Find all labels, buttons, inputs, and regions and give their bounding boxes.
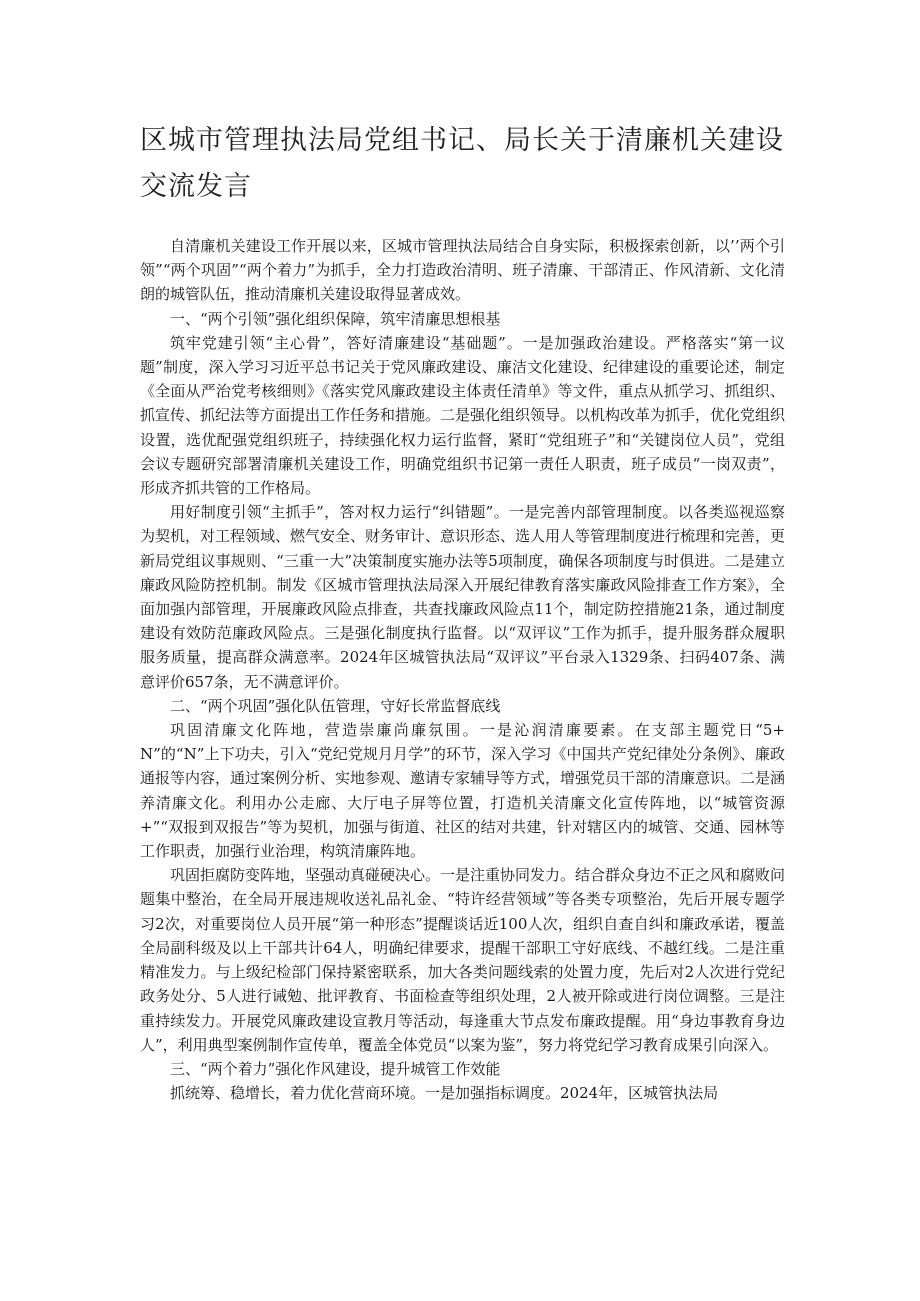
section-heading-1: 一、“两个引领”强化组织保障，筑牢清廉思想根基 <box>170 309 501 328</box>
intro-paragraph: 自清廉机关建设工作开展以来，区城市管理执法局结合自身实际，积极探索创新，以’’两个引领”“两个巩固”“两个着力”为抓手，全力打造政治清明、班子清廉、干部清正、作风清新、文化清朗的城管队伍，推动清廉机关建设取得显著成效。 <box>140 237 785 304</box>
paragraph-1-2: 用好制度引领“主抓手”，答对权力运行“纠错题”。一是完善内部管理制度。以各类巡视巡察为契机，对工程领域、燃气安全、财务审计、意识形态、选人用人等管理制度进行梳理和完善，更新局党组议事规则、“三重一大”决策制度实施办法等5项制度，确保各项制度与时俱进。二是建立廉政风险防控机制。制发《区城市管理执法局深入开展纪律教育落实廉政风险排查工作方案》，全面加强内部管理，开展廉政风险点排查，共查找廉政风险点11个，制定防控措施21条，通过制度建设有效防范廉政风险点。三是强化制度执行监督。以“双评议”工作为抓手，提升服务群众履职服务质量，提高群众满意率。2024年区城管执法局“双评议”平台录入1329条、扫码407条、满意评价657条，无不满意评价。 <box>140 503 786 691</box>
document-title: 区城市管理执法局党组书记、局长关于清廉机关建设交流发言 <box>140 125 784 202</box>
paragraph-1-1: 筑牢党建引领“主心骨”，答好清廉建设“基础题”。一是加强政治建设。严格落实“第一议题”制度，深入学习习近平总书记关于党风廉政建设、廉洁文化建设、纪律建设的重要论述，制定《全面从严治党考核细则》《落实党风廉政建设主体责任清单》等文件，重点从抓学习、抓组织、抓宣传、抓纪法等方面提出工作任务和措施。二是强化组织领导。以机构改革为抓手，优化党组织设置，选优配强党组织班子，持续强化权力运行监督，紧盯“党组班子”和“关键岗位人员”，党组会议专题研究部署清廉机关建设工作，明确党组织书记第一责任人职责，班子成员“一岗双责”，形成齐抓共管的工作格局。 <box>140 333 786 498</box>
paragraph-3-1: 抓统筹、稳增长，着力优化营商环境。一是加强指标调度。2024年，区城管执法局 <box>170 1084 719 1103</box>
section-heading-3: 三、“两个着力”强化作风建设，提升城管工作效能 <box>170 1059 501 1078</box>
section-heading-2: 二、“两个巩固”强化队伍管理，守好长常监督底线 <box>170 696 501 715</box>
document-body <box>140 234 785 1105</box>
document-page <box>140 118 785 1105</box>
paragraph-2-2: 巩固拒腐防变阵地，坚强动真碰硬决心。一是注重协同发力。结合群众身边不正之风和腐败问题集中整治，在全局开展违规收送礼品礼金、“特许经营领域”等各类专项整治，先后开展专题学习2次，对重要岗位人员开展“第一种形态”提醒谈话近100人次，组织自查自纠和廉政承诺，覆盖全局副科级及以上干部共计64人，明确纪律要求，提醒干部职工守好底线、不越红线。二是注重精准发力。与上级纪检部门保持紧密联系，加大各类问题线索的处置力度，先后对2人次进行党纪政务处分、5人进行诫勉、批评教育、书面检查等组织处理，2人被开除或进行岗位调整。三是注重持续发力。开展党风廉政建设宣教月等活动，每逢重大节点发布廉政提醒。用“身边事教育身边人”，利用典型案例制作宣传单，覆盖全体党员“以案为鉴”，努力将党纪学习教育成果引向深入。 <box>140 866 786 1054</box>
paragraph-2-1: 巩固清廉文化阵地，营造崇廉尚廉氛围。一是沁润清廉要素。在支部主题党日“5+N”的“N”上下功夫，引入“党纪党规月月学”的环节，深入学习《中国共产党纪律处分条例》、廉政通报等内容，通过案例分析、实地参观、邀请专家辅导等方式，增强党员干部的清廉意识。二是涵养清廉文化。利用办公走廊、大厅电子屏等位置，打造机关清廉文化宣传阵地，以“城管资源+”“双报到双报告”等为契机，加强与街道、社区的结对共建，针对辖区内的城管、交通、园林等工作职责，加强行业治理，构筑清廉阵地。 <box>140 721 786 861</box>
